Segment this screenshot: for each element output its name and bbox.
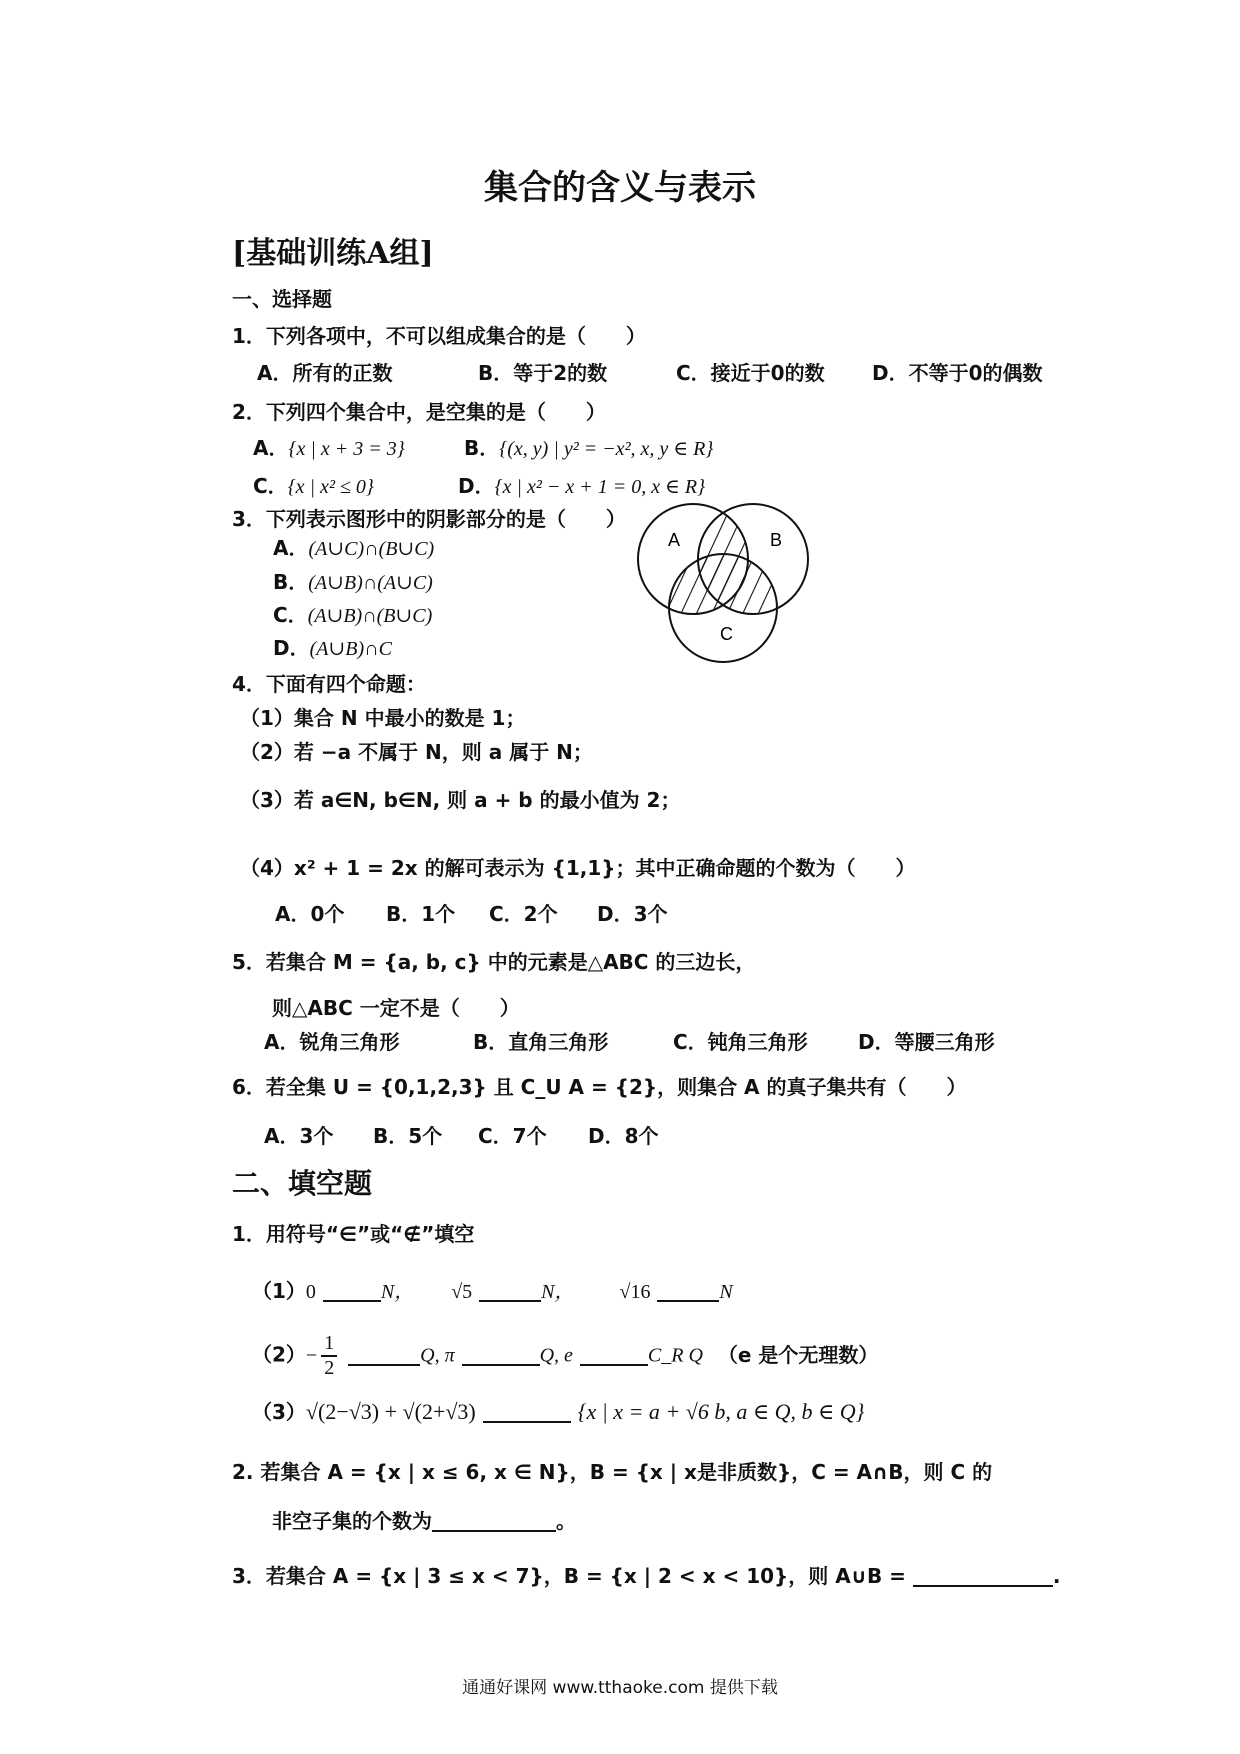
fill-q1-stem: 1．用符号“∈”或“∉”填空 [232,1222,475,1246]
section1-heading: 一、选择题 [232,287,332,311]
q4-proposition-2: （2）若 −a 不属于 N，则 a 属于 N； [240,740,593,764]
fill-q2-stem: 2. 若集合 A = {x | x ≤ 6, x ∈ N}，B = {x | x是非质数}，C = A∩B，则 C 的 [232,1460,993,1484]
q2-option-c-label: C． [253,474,288,498]
fill-q1-set-4: Q, π [420,1344,455,1367]
q5-option-a: A．锐角三角形 [264,1030,400,1054]
q2-option-a [253,432,405,461]
q5-option-c: C．钝角三角形 [673,1030,808,1054]
q5-stem: 5．若集合 M = {a, b, c} 中的元素是△ABC 的三边长， [232,950,756,974]
fill-q1-set-3: N [719,1281,733,1303]
fill-q1-blank-1[interactable] [323,1280,381,1302]
venn-label-b: B [770,530,783,550]
fill-q1-set-7: {x | x = a + √6 b, a ∈ Q, b ∈ Q} [577,1399,865,1424]
fill-q1-line3 [252,1396,864,1425]
q4-proposition-4: （4）x² + 1 = 2x 的解可表示为 {1,1}；其中正确命题的个数为（ ） [240,856,916,880]
q2-option-c [253,470,374,499]
fill-q1-line1-label: （1） [252,1279,306,1303]
fill-q1-line2 [252,1332,878,1380]
q3-option-b [273,566,433,595]
fill-q1-minus: − [305,1344,318,1367]
q5-option-b: B．直角三角形 [473,1030,609,1054]
fill-q1-set-6: C_R Q [647,1344,703,1367]
q3-option-c-label: C． [273,603,308,627]
q4-option-a: A．0个 [275,902,345,926]
q3-option-c [273,599,432,628]
fill-q1-line3-label: （3） [252,1400,306,1424]
fill-q1-fraction [321,1332,337,1380]
fill-q2-end: 。 [556,1509,576,1533]
fill-q1-line2-label: （2） [252,1342,306,1367]
q4-option-b: B．1个 [386,902,456,926]
q4-option-d: D．3个 [597,902,668,926]
q1-option-a: A．所有的正数 [257,361,393,385]
fill-q1-set-5: Q, e [539,1344,573,1367]
q2-option-a-text: {x | x + 3 = 3} [288,438,405,460]
fill-q1-fraction-numerator: 1 [321,1332,337,1357]
group-heading: [基础训练A组] [232,236,434,271]
footer-text: 通通好课网 www.tthaoke.com 提供下载 [462,1678,778,1698]
fill-q1-item-c: √16 [619,1281,651,1303]
venn-label-c: C [720,624,733,644]
q2-stem: 2．下列四个集合中，是空集的是（ ） [232,400,606,424]
q1-option-c: C．接近于0的数 [676,361,825,385]
fill-q1-item-b: √5 [451,1281,473,1303]
q2-option-c-text: {x | x² ≤ 0} [287,476,374,498]
q6-option-a: A．3个 [264,1124,334,1148]
q3-option-d [273,632,392,661]
q3-option-d-label: D． [273,636,310,660]
fill-q1-blank-2[interactable] [479,1280,541,1302]
fill-q1-fraction-denominator: 2 [324,1357,335,1379]
fill-q1-set-1: N， [380,1281,415,1303]
q6-stem: 6．若全集 U = {0,1,2,3} 且 C_U A = {2}，则集合 A 的真子集共有（ ） [232,1075,967,1099]
q4-proposition-1: （1）集合 N 中最小的数是 1； [240,706,526,730]
section2-heading: 二、填空题 [232,1167,373,1200]
venn-label-a: A [668,530,681,550]
q6-option-c: C．7个 [478,1124,547,1148]
fill-q3-blank[interactable] [913,1565,1053,1587]
fill-q1-note: （e 是个无理数） [717,1342,879,1367]
q1-stem: 1．下列各项中，不可以组成集合的是（ ） [232,324,646,348]
q3-option-a [273,532,434,561]
fill-q1-blank-7[interactable] [483,1401,571,1423]
q5-option-d: D．等腰三角形 [858,1030,995,1054]
fill-q3-stem [232,1560,1061,1589]
q3-option-d-text: (A∪B)∩C [309,638,392,660]
venn-diagram [628,494,828,674]
q3-option-b-text: (A∪B)∩(A∪C) [308,572,433,594]
q3-option-b-label: B． [273,570,309,594]
fill-q1-radical-expression: √(2−√3) + √(2+√3) [305,1399,476,1424]
fill-q1-line1 [252,1275,733,1304]
q5-stem-continued: 则△ABC 一定不是（ ） [272,996,520,1020]
q3-option-a-label: A． [273,536,309,560]
q4-stem: 4．下面有四个命题： [232,672,426,696]
fill-q1-set-2: N， [541,1281,575,1303]
q2-option-b [464,432,713,461]
fill-q1-blank-3[interactable] [657,1280,719,1302]
q3-stem: 3．下列表示图形中的阴影部分的是（ ） [232,507,626,531]
q1-option-d: D．不等于0的偶数 [872,361,1043,385]
q2-option-d-label: D． [458,474,495,498]
q4-option-c: C．2个 [489,902,558,926]
q3-option-c-text: (A∪B)∩(B∪C) [307,605,433,627]
q3-option-a-text: (A∪C)∩(B∪C) [308,538,435,560]
q2-option-d-text: {x | x² − x + 1 = 0, x ∈ R} [494,476,706,498]
q6-option-b: B．5个 [373,1124,443,1148]
fill-q1-blank-4[interactable] [348,1344,420,1366]
q1-option-b: B．等于2的数 [478,361,608,385]
q2-option-b-text: {(x, y) | y² = −x², x, y ∈ R} [499,438,714,460]
fill-q1-blank-5[interactable] [462,1344,540,1366]
fill-q1-item-a: 0 [305,1281,316,1303]
fill-q2-stem-continued [272,1505,576,1534]
fill-q1-blank-6[interactable] [580,1344,648,1366]
q2-option-b-label: B． [464,436,500,460]
fill-q3-end: . [1052,1564,1061,1588]
fill-q2-blank[interactable] [432,1510,556,1532]
q6-option-d: D．8个 [588,1124,659,1148]
fill-q3-stem-text: 3．若集合 A = {x | 3 ≤ x < 7}，B = {x | 2 < x < 10}，则 A∪B = [232,1564,906,1588]
q2-option-a-label: A． [253,436,289,460]
page-title: 集合的含义与表示 [484,168,756,208]
q4-proposition-3: （3）若 a∈N, b∈N, 则 a + b 的最小值为 2； [240,788,681,812]
fill-q2-stem-text: 非空子集的个数为 [272,1509,432,1533]
